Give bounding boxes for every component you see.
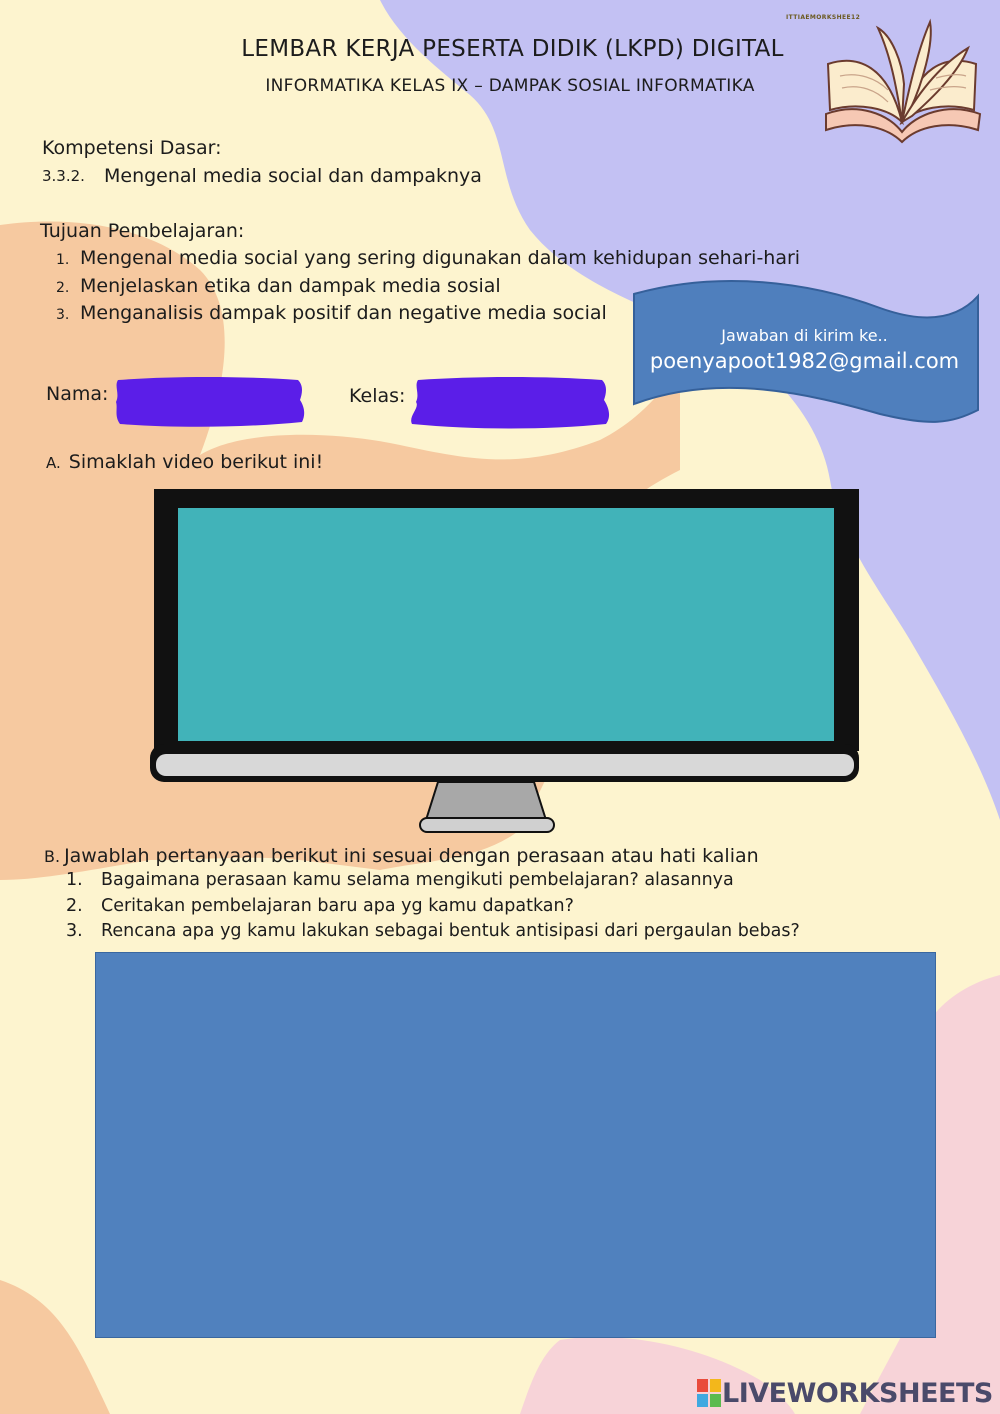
- list-item: [66, 896, 800, 922]
- list-text: Menjelaskan etika dan dampak media sosial: [80, 274, 501, 297]
- list-number: 1.: [66, 870, 83, 890]
- list-number: 3.: [66, 921, 83, 941]
- list-text: Bagaimana perasaan kamu selama mengikuti pembelajaran? alasannya: [101, 870, 734, 890]
- list-item: [66, 870, 800, 896]
- section-a-letter: A.: [46, 454, 61, 472]
- section-b-text: Jawablah pertanyaan berikut ini sesuai dengan perasaan atau hati kalian: [64, 845, 759, 867]
- list-text: Menganalisis dampak positif dan negative media social: [80, 302, 607, 324]
- banner-email: poenyapoot1982@gmail.com: [649, 349, 960, 373]
- kompetensi-dasar-code: 3.3.2.: [42, 167, 85, 185]
- section-a-text: Simaklah video berikut ini!: [68, 451, 324, 473]
- liveworksheets-badge-icon: [696, 1378, 722, 1408]
- video-player[interactable]: [178, 508, 834, 741]
- list-text: Ceritakan pembelajaran baru apa yg kamu dapatkan?: [101, 895, 574, 916]
- liveworksheets-logo[interactable]: [696, 1376, 993, 1410]
- section-a-heading: [46, 451, 323, 473]
- section-b-heading: [44, 845, 759, 867]
- liveworksheets-brand: LIVEWORKSHEETS: [722, 1377, 993, 1409]
- section-b-letter: B.: [44, 847, 61, 866]
- list-number: 2.: [56, 279, 70, 296]
- answer-textbox[interactable]: [95, 952, 936, 1338]
- list-number: 3.: [56, 307, 70, 323]
- list-text: Mengenal media social yang sering digunakan dalam kehidupan sehari-hari: [80, 247, 801, 269]
- kompetensi-dasar-label: Kompetensi Dasar:: [42, 137, 222, 159]
- nama-input[interactable]: [118, 378, 308, 428]
- list-number: 1.: [56, 252, 70, 268]
- banner-instruction: Jawaban di kirim ke..: [721, 326, 888, 345]
- list-text: Rencana apa yg kamu lakukan sebagai bentuk antisipasi dari pergaulan bebas?: [101, 921, 800, 941]
- question-list: [66, 870, 800, 947]
- page-title: LEMBAR KERJA PESERTA DIDIK (LKPD) DIGITAL: [241, 36, 784, 62]
- page-subtitle: INFORMATIKA KELAS IX – DAMPAK SOSIAL INFORMATIKA: [265, 76, 755, 96]
- corner-tag: ITTIAEMORKSHEE12: [786, 14, 861, 21]
- list-number: 2.: [66, 895, 83, 916]
- nama-label: Nama:: [46, 383, 109, 405]
- kelas-label: Kelas:: [349, 385, 406, 407]
- kompetensi-dasar-text: Mengenal media social dan dampaknya: [104, 165, 482, 187]
- list-item: [66, 921, 800, 947]
- tujuan-label: Tujuan Pembelajaran:: [40, 220, 245, 242]
- list-item: [56, 247, 800, 275]
- kelas-input[interactable]: [418, 378, 612, 428]
